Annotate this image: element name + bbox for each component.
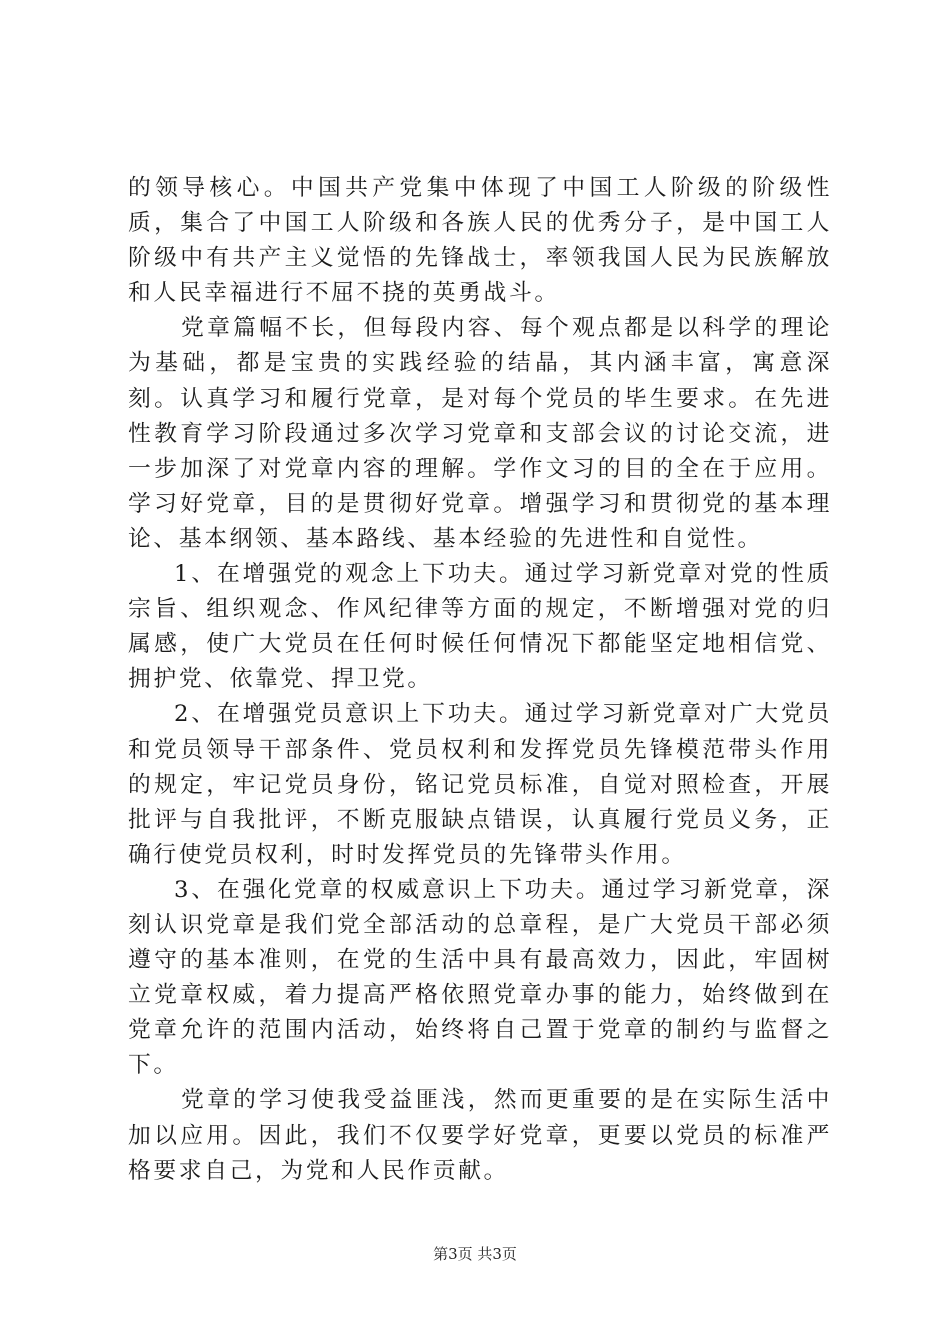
paragraph-point-2: 2、在增强党员意识上下功夫。通过学习新党章对广大党员和党员领导干部条件、党员权利和发挥党员先锋模范带头作用的规定，牢记党员身份，铭记党员标准，自觉对照检查，开展批评与自我批评，不断克服缺点错误，认真履行党员义务，正确行使党员权利，时时发挥党员的先锋带头作用。: [128, 701, 832, 868]
paragraph-party-constitution: 党章篇幅不长，但每段内容、每个观点都是以科学的理论为基础，都是宝贵的实践经验的结晶，其内涵丰富，寓意深刻。认真学习和履行党章，是对每个党员的毕生要求。在先进性教育学习阶段通过多次学习党章和支部会议的讨论交流，进一步加深了对党章内容的理解。学作文习的目的全在于应用。学习好党章，目的是贯彻好党章。增强学习和贯彻党的基本理论、基本纲领、基本路线、基本经验的先进性和自觉性。: [128, 315, 832, 552]
paragraph-conclusion: 党章的学习使我受益匪浅，然而更重要的是在实际生活中加以应用。因此，我们不仅要学好党章，更要以党员的标准严格要求自己，为党和人民作贡献。: [128, 1087, 832, 1184]
page-number-footer: 第3页 共3页: [433, 1245, 517, 1263]
paragraph-continuation: 的领导核心。中国共产党集中体现了中国工人阶级的阶级性质，集合了中国工人阶级和各族人民的优秀分子，是中国工人阶级中有共产主义觉悟的先锋战士，率领我国人民为民族解放和人民幸福进行不屈不挠的英勇战斗。: [128, 175, 832, 307]
paragraph-point-3: 3、在强化党章的权威意识上下功夫。通过学习新党章，深刻认识党章是我们党全部活动的总章程，是广大党员干部必须遵守的基本准则，在党的生活中具有最高效力，因此，牢固树立党章权威，着力提高严格依照党章办事的能力，始终做到在党章允许的范围内活动，始终将自己置于党章的制约与监督之下。: [128, 876, 832, 1079]
paragraph-point-1: 1、在增强党的观念上下功夫。通过学习新党章对党的性质宗旨、组织观念、作风纪律等方面的规定，不断增强对党的归属感，使广大党员在任何时候任何情况下都能坚定地相信党、拥护党、依靠党、捍卫党。: [128, 561, 832, 693]
document-body: [128, 171, 832, 1189]
